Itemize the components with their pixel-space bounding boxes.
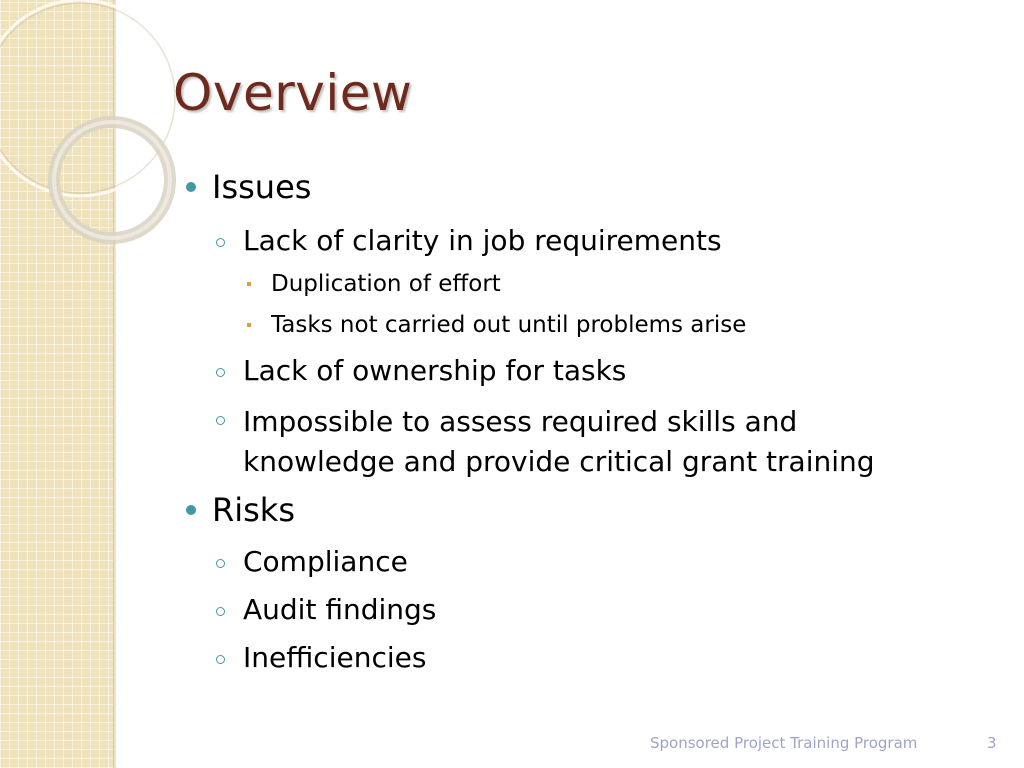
list-item-risks <box>212 491 295 529</box>
bullet-ring-icon <box>216 238 225 247</box>
list-item-lack-ownership <box>243 354 626 387</box>
list-item-text-line1: Impossible to assess required skills and <box>243 405 798 438</box>
list-item-text-line2: knowledge and provide critical grant training <box>243 445 875 478</box>
list-item-text: Lack of ownership for tasks <box>243 354 627 387</box>
list-item-text: Audit findings <box>243 593 437 626</box>
bullet-ring-icon <box>216 559 225 568</box>
list-item-lack-clarity <box>243 224 722 257</box>
list-item-inefficiencies <box>243 641 426 674</box>
list-item-text: Risks <box>212 491 295 529</box>
bullet-dot-icon <box>186 505 196 515</box>
bullet-square-icon <box>247 323 251 327</box>
list-item-impossible-to-assess <box>243 402 875 482</box>
bullet-square-icon <box>247 282 251 286</box>
list-item-text: Tasks not carried out until problems arise <box>271 312 747 338</box>
bullet-ring-icon <box>216 368 225 377</box>
list-item-text: Duplication of effort <box>271 271 501 297</box>
list-item-issues <box>212 168 311 206</box>
bullet-ring-icon <box>216 416 225 425</box>
bullet-dot-icon <box>186 182 196 192</box>
list-item-text: Inefficiencies <box>243 641 427 674</box>
list-item-text: Lack of clarity in job requirements <box>243 224 722 257</box>
list-item-duplication <box>271 271 501 297</box>
slide-title: Overview <box>173 64 413 122</box>
list-item-text: Compliance <box>243 545 408 578</box>
bullet-ring-icon <box>216 607 225 616</box>
page-number: 3 <box>987 734 997 752</box>
list-item-text: Issues <box>212 168 312 206</box>
list-item-audit-findings <box>243 593 436 626</box>
list-item-tasks-not-carried <box>271 312 746 338</box>
bullet-ring-icon <box>216 655 225 664</box>
list-item-compliance <box>243 545 408 578</box>
footer-text: Sponsored Project Training Program <box>650 734 918 752</box>
